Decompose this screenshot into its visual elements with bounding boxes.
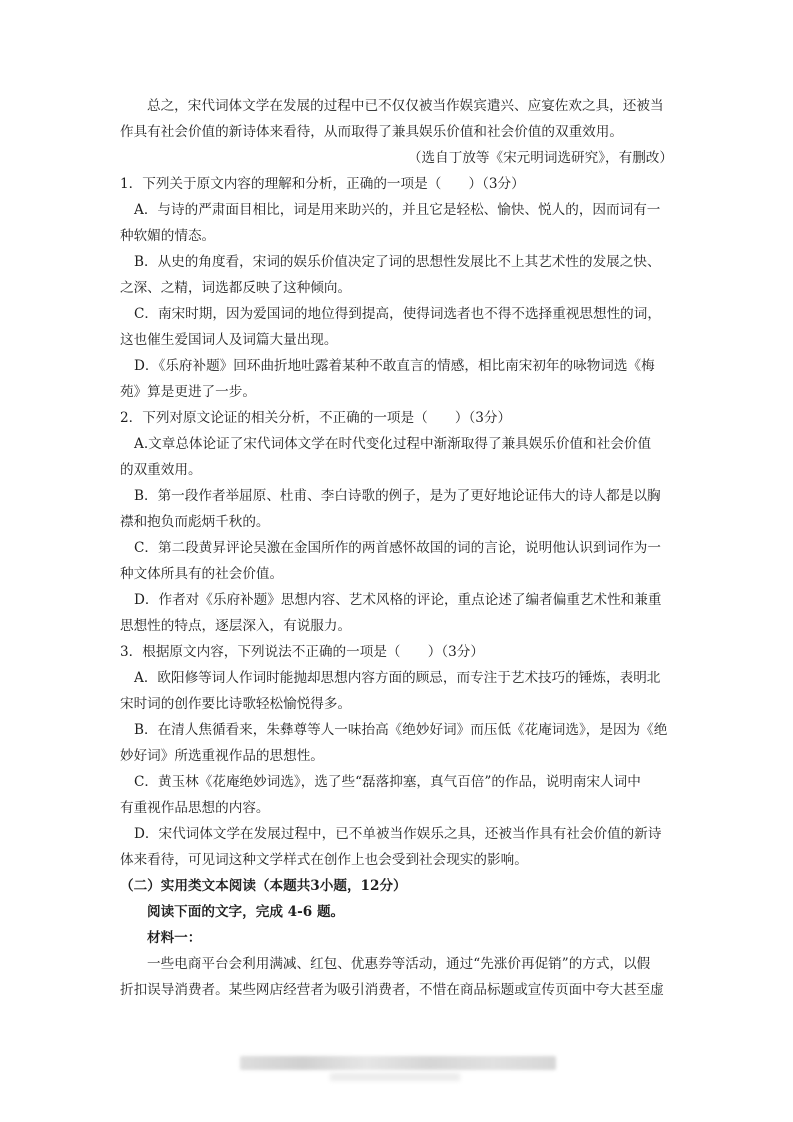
question-1-option-b: B．从史的角度看，宋词的娱乐价值决定了词的思想性发展比不上其艺术性的发展之快、	[134, 254, 661, 270]
question-3-option-d-cont: 体来看待，可见词这种文学样式在创作上也会受到社会现实的影响。	[120, 852, 528, 868]
question-2-stem: 2．下列对原文论证的相关分析，不正确的一项是（ ）（3分）	[120, 410, 512, 426]
question-1-option-a: A．与诗的严肃面目相比，词是用来助兴的，并且它是轻松、愉快、悦人的，因而词有一	[134, 202, 661, 218]
intro-paragraph-line: 总之，宋代词体文学在发展的过程中已不仅仅被当作娱宾遣兴、应宴佐欢之具，还被当	[147, 98, 664, 114]
material-paragraph-line: 折扣误导消费者。某些网店经营者为吸引消费者，不惜在商品标题或宣传页面中夸大甚至虚	[120, 982, 664, 998]
question-2-option-a-cont: 的双重效用。	[120, 462, 202, 478]
question-3-option-d: D．宋代词体文学在发展过程中，已不单被当作娱乐之具，还被当作具有社会价值的新诗	[134, 826, 662, 842]
question-3-option-a: A．欧阳修等词人作词时能抛却思想内容方面的顾忌，而专注于艺术技巧的锤炼，表明北	[134, 670, 661, 686]
blurred-footer-watermark	[240, 1056, 556, 1070]
question-1-option-c: C．南宋时期，因为爱国词的地位得到提高，使得词选者也不得不选择重视思想性的词，	[134, 306, 661, 322]
question-3-stem: 3．根据原文内容，下列说法不正确的一项是（ ）（3分）	[120, 644, 484, 660]
question-1-option-b-cont: 之深、之精，词选都反映了这种倾向。	[120, 280, 352, 296]
question-2-option-b: B．第一段作者举屈原、杜甫、李白诗歌的例子，是为了更好地论证伟大的诗人都是以胸	[134, 488, 661, 504]
document-content	[120, 93, 673, 1003]
material-label: 材料一：	[147, 930, 202, 946]
section-heading: （二）实用类文本阅读（本题共3小题，12分）	[120, 878, 407, 894]
question-2-option-a: A.文章总体论证了宋代词体文学在时代变化过程中渐渐取得了兼具娱乐价值和社会价值	[134, 436, 652, 452]
question-2-option-c-cont: 种文体所具有的社会价值。	[120, 566, 284, 582]
question-1-option-d-cont: 苑》算是更进了一步。	[120, 384, 256, 400]
intro-paragraph-line: 作具有社会价值的新诗体来看待，从而取得了兼具娱乐价值和社会价值的双重效用。	[120, 124, 623, 140]
question-1-option-d: D．《乐府补题》回环曲折地吐露着某种不敢直言的情感，相比南宋初年的咏物词选《梅	[134, 358, 655, 374]
question-3-option-a-cont: 宋时词的创作要比诗歌轻松愉悦得多。	[120, 696, 352, 712]
question-2-option-d: D．作者对《乐府补题》思想内容、艺术风格的评论，重点论述了编者偏重艺术性和兼重	[134, 592, 662, 608]
question-3-option-b-cont: 妙好词》所选重视作品的思想性。	[120, 748, 324, 764]
question-3-option-b: B．在清人焦循看来，朱彝尊等人一味抬高《绝妙好词》而压低《花庵词选》，是因为《绝	[134, 722, 668, 738]
material-paragraph-line: 一些电商平台会利用满减、红包、优惠券等活动，通过“先涨价再促销”的方式，以假	[147, 956, 651, 972]
question-1-option-a-cont: 种软媚的情态。	[120, 228, 216, 244]
question-3-option-c-cont: 有重视作品思想的内容。	[120, 800, 270, 816]
question-2-option-b-cont: 襟和抱负而彪炳千秋的。	[120, 514, 270, 530]
blurred-footer-watermark-secondary	[330, 1073, 460, 1081]
question-1-option-c-cont: 这也催生爱国词人及词篇大量出现。	[120, 332, 338, 348]
question-1-stem: 1．下列关于原文内容的理解和分析，正确的一项是（ ）（3分）	[120, 176, 525, 192]
reading-instruction: 阅读下面的文字，完成 4-6 题。	[147, 904, 345, 920]
question-2-option-c: C．第二段黄昇评论吴激在金国所作的两首感怀故国的词的言论，说明他认识到词作为一	[134, 540, 661, 556]
question-3-option-c: C．黄玉林《花庵绝妙词选》，选了些“磊落抑塞，真气百倍”的作品，说明南宋人词中	[134, 774, 641, 790]
source-citation: （选自丁放等《宋元明词选研究》，有删改）	[407, 150, 673, 166]
question-2-option-d-cont: 思想性的特点，逐层深入，有说服力。	[120, 618, 352, 634]
